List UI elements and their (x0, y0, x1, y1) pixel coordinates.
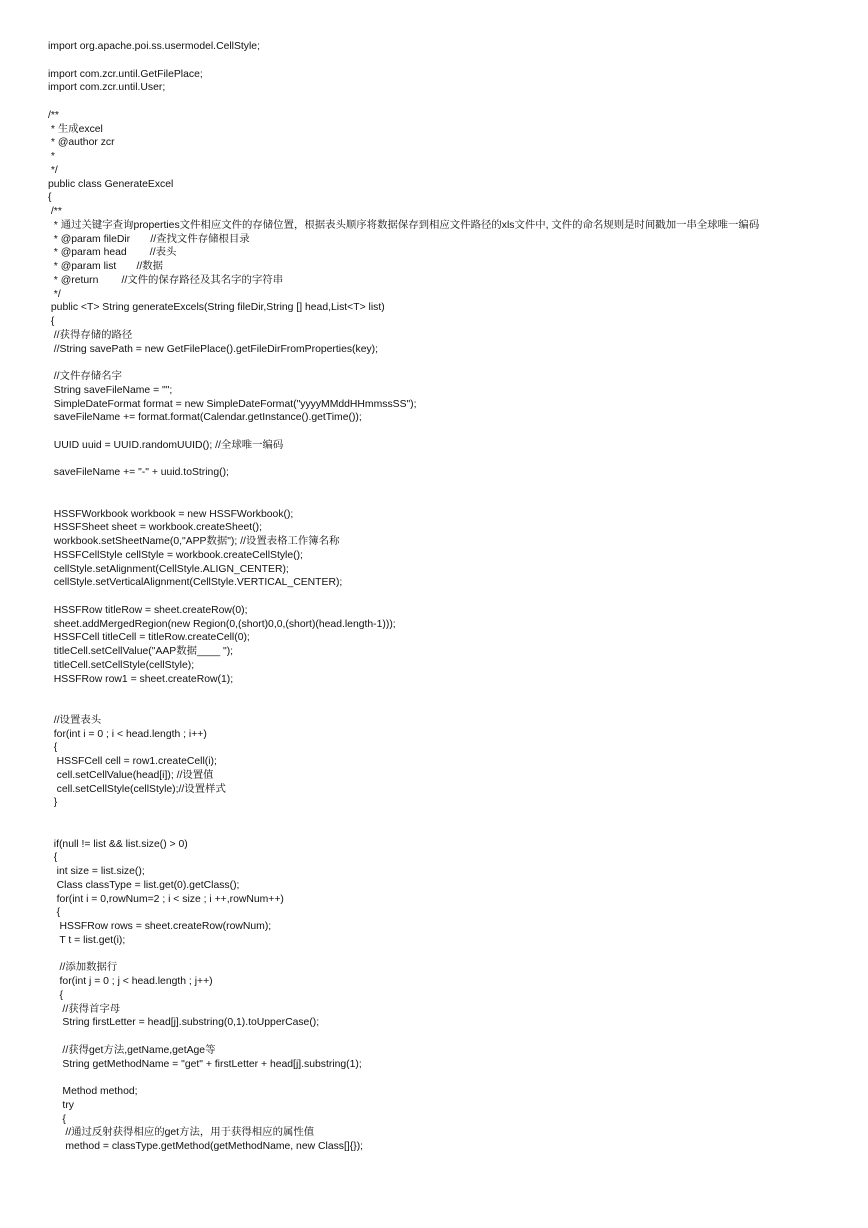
code-line: String saveFileName = ""; (48, 384, 173, 396)
code-line (48, 356, 848, 370)
code-line: titleCell.setCellValue("AAP数据____ "); (48, 646, 234, 657)
code-line: Method method; (48, 1086, 138, 1097)
code-line (48, 1071, 848, 1085)
code-line: for(int i = 0,rowNum=2 ; i < size ; i ++,rowNum++) (48, 893, 284, 905)
code-line: //获得存储的路径 (48, 329, 133, 341)
code-line: HSSFCell cell = row1.createCell(i); (48, 756, 217, 767)
code-line: import com.zcr.until.User; (48, 82, 166, 94)
code-line: { (48, 192, 52, 204)
code-line: //获得get方法,getName,getAge等 (48, 1044, 216, 1056)
code-line: try (48, 1099, 74, 1111)
code-line (48, 810, 848, 824)
code-line (48, 425, 848, 439)
code-line: HSSFCellStyle cellStyle = workbook.createCellStyle(); (48, 549, 303, 561)
code-line: /** (48, 206, 62, 217)
code-line: * 通过关键字查询properties文件相应文件的存储位置，根据表头顺序将数据保存到相应文件路径的xls文件中, 文件的命名规则是时间戳加一串全球唯一编码 (48, 219, 760, 231)
code-line: } (48, 797, 58, 809)
code-line: Class classType = list.get(0).getClass(); (48, 879, 240, 891)
code-line: String firstLetter = head[j].substring(0,1).toUpperCase(); (48, 1017, 320, 1029)
code-line: sheet.addMergedRegion(new Region(0,(short)0,0,(short)(head.length-1))); (48, 618, 396, 630)
code-line: cell.setCellStyle(cellStyle);//设置样式 (48, 783, 226, 795)
code-line: UUID uuid = UUID.randomUUID(); //全球唯一编码 (48, 439, 284, 451)
code-line: { (48, 852, 58, 864)
code-line: HSSFRow row1 = sheet.createRow(1); (48, 673, 234, 685)
code-line (48, 480, 848, 494)
code-line: { (48, 742, 58, 754)
code-line: */ (48, 164, 58, 176)
code-line: * @author zcr (48, 137, 115, 149)
code-line: public class GenerateExcel (48, 178, 174, 190)
code-line: workbook.setSheetName(0,"APP数据"); //设置表格工作簿名称 (48, 536, 340, 547)
code-line: HSSFRow titleRow = sheet.createRow(0); (48, 604, 248, 616)
code-line: for(int i = 0 ; i < head.length ; i++) (48, 728, 207, 740)
code-line (48, 494, 848, 508)
code-line: String getMethodName = "get" + firstLetter + head[j].substring(1); (48, 1058, 362, 1070)
code-line: SimpleDateFormat format = new SimpleDateFormat("yyyyMMddHHmmssSS"); (48, 398, 417, 410)
code-line: HSSFSheet sheet = workbook.createSheet(); (48, 522, 262, 534)
code-line: //String savePath = new GetFilePlace().getFileDirFromProperties(key); (48, 343, 379, 355)
code-line: cell.setCellValue(head[i]); //设置值 (48, 769, 214, 781)
code-line: saveFileName += format.format(Calendar.getInstance().getTime()); (48, 412, 362, 424)
code-line (48, 590, 848, 604)
code-line (48, 700, 848, 714)
code-line: * @return //文件的保存路径及其名字的字符串 (48, 274, 284, 286)
code-line: //添加数据行 (48, 962, 118, 974)
code-line: * (48, 151, 55, 162)
code-line: //设置表头 (48, 714, 102, 726)
code-listing (48, 40, 848, 1154)
code-line: * @param head //表头 (48, 247, 177, 259)
code-line: int size = list.size(); (48, 866, 145, 877)
code-line (48, 686, 848, 700)
code-line: for(int j = 0 ; j < head.length ; j++) (48, 976, 213, 987)
code-line: //通过反射获得相应的get方法，用于获得相应的属性值 (48, 1127, 315, 1139)
code-line: if(null != list && list.size() > 0) (48, 838, 188, 850)
code-line: { (48, 1113, 66, 1125)
code-line (48, 453, 848, 467)
code-line: HSSFRow rows = sheet.createRow(rowNum); (48, 921, 272, 932)
code-line: saveFileName += "-" + uuid.toString(); (48, 467, 229, 479)
code-line (48, 948, 848, 962)
code-line: */ (48, 288, 61, 300)
code-line: cellStyle.setVerticalAlignment(CellStyle.VERTICAL_CENTER); (48, 577, 343, 589)
code-line (48, 824, 848, 838)
code-line: /** (48, 109, 59, 121)
code-line: import com.zcr.until.GetFilePlace; (48, 68, 203, 80)
code-line (48, 95, 848, 109)
code-line: * @param list //数据 (48, 261, 164, 272)
code-line: * 生成excel (48, 123, 103, 135)
code-line: method = classType.getMethod(getMethodName, new Class[]{}); (48, 1141, 364, 1152)
code-line: { (48, 989, 64, 1001)
code-line: HSSFWorkbook workbook = new HSSFWorkbook(); (48, 508, 294, 520)
code-line: import org.apache.poi.ss.usermodel.CellStyle; (48, 41, 260, 52)
code-line (48, 1030, 848, 1044)
code-line: { (48, 907, 61, 919)
code-line: { (48, 316, 55, 327)
code-line: //获得首字母 (48, 1003, 121, 1015)
code-line: cellStyle.setAlignment(CellStyle.ALIGN_CENTER); (48, 563, 289, 575)
code-line (48, 54, 848, 68)
code-line: T t = list.get(i); (48, 934, 126, 946)
code-line: * @param fileDir //查找文件存储根目录 (48, 233, 250, 245)
code-line: //文件存储名字 (48, 371, 122, 382)
code-line: titleCell.setCellStyle(cellStyle); (48, 659, 195, 671)
code-line: HSSFCell titleCell = titleRow.createCell(0); (48, 632, 250, 644)
code-line: public <T> String generateExcels(String fileDir,String [] head,List<T> list) (48, 302, 385, 314)
